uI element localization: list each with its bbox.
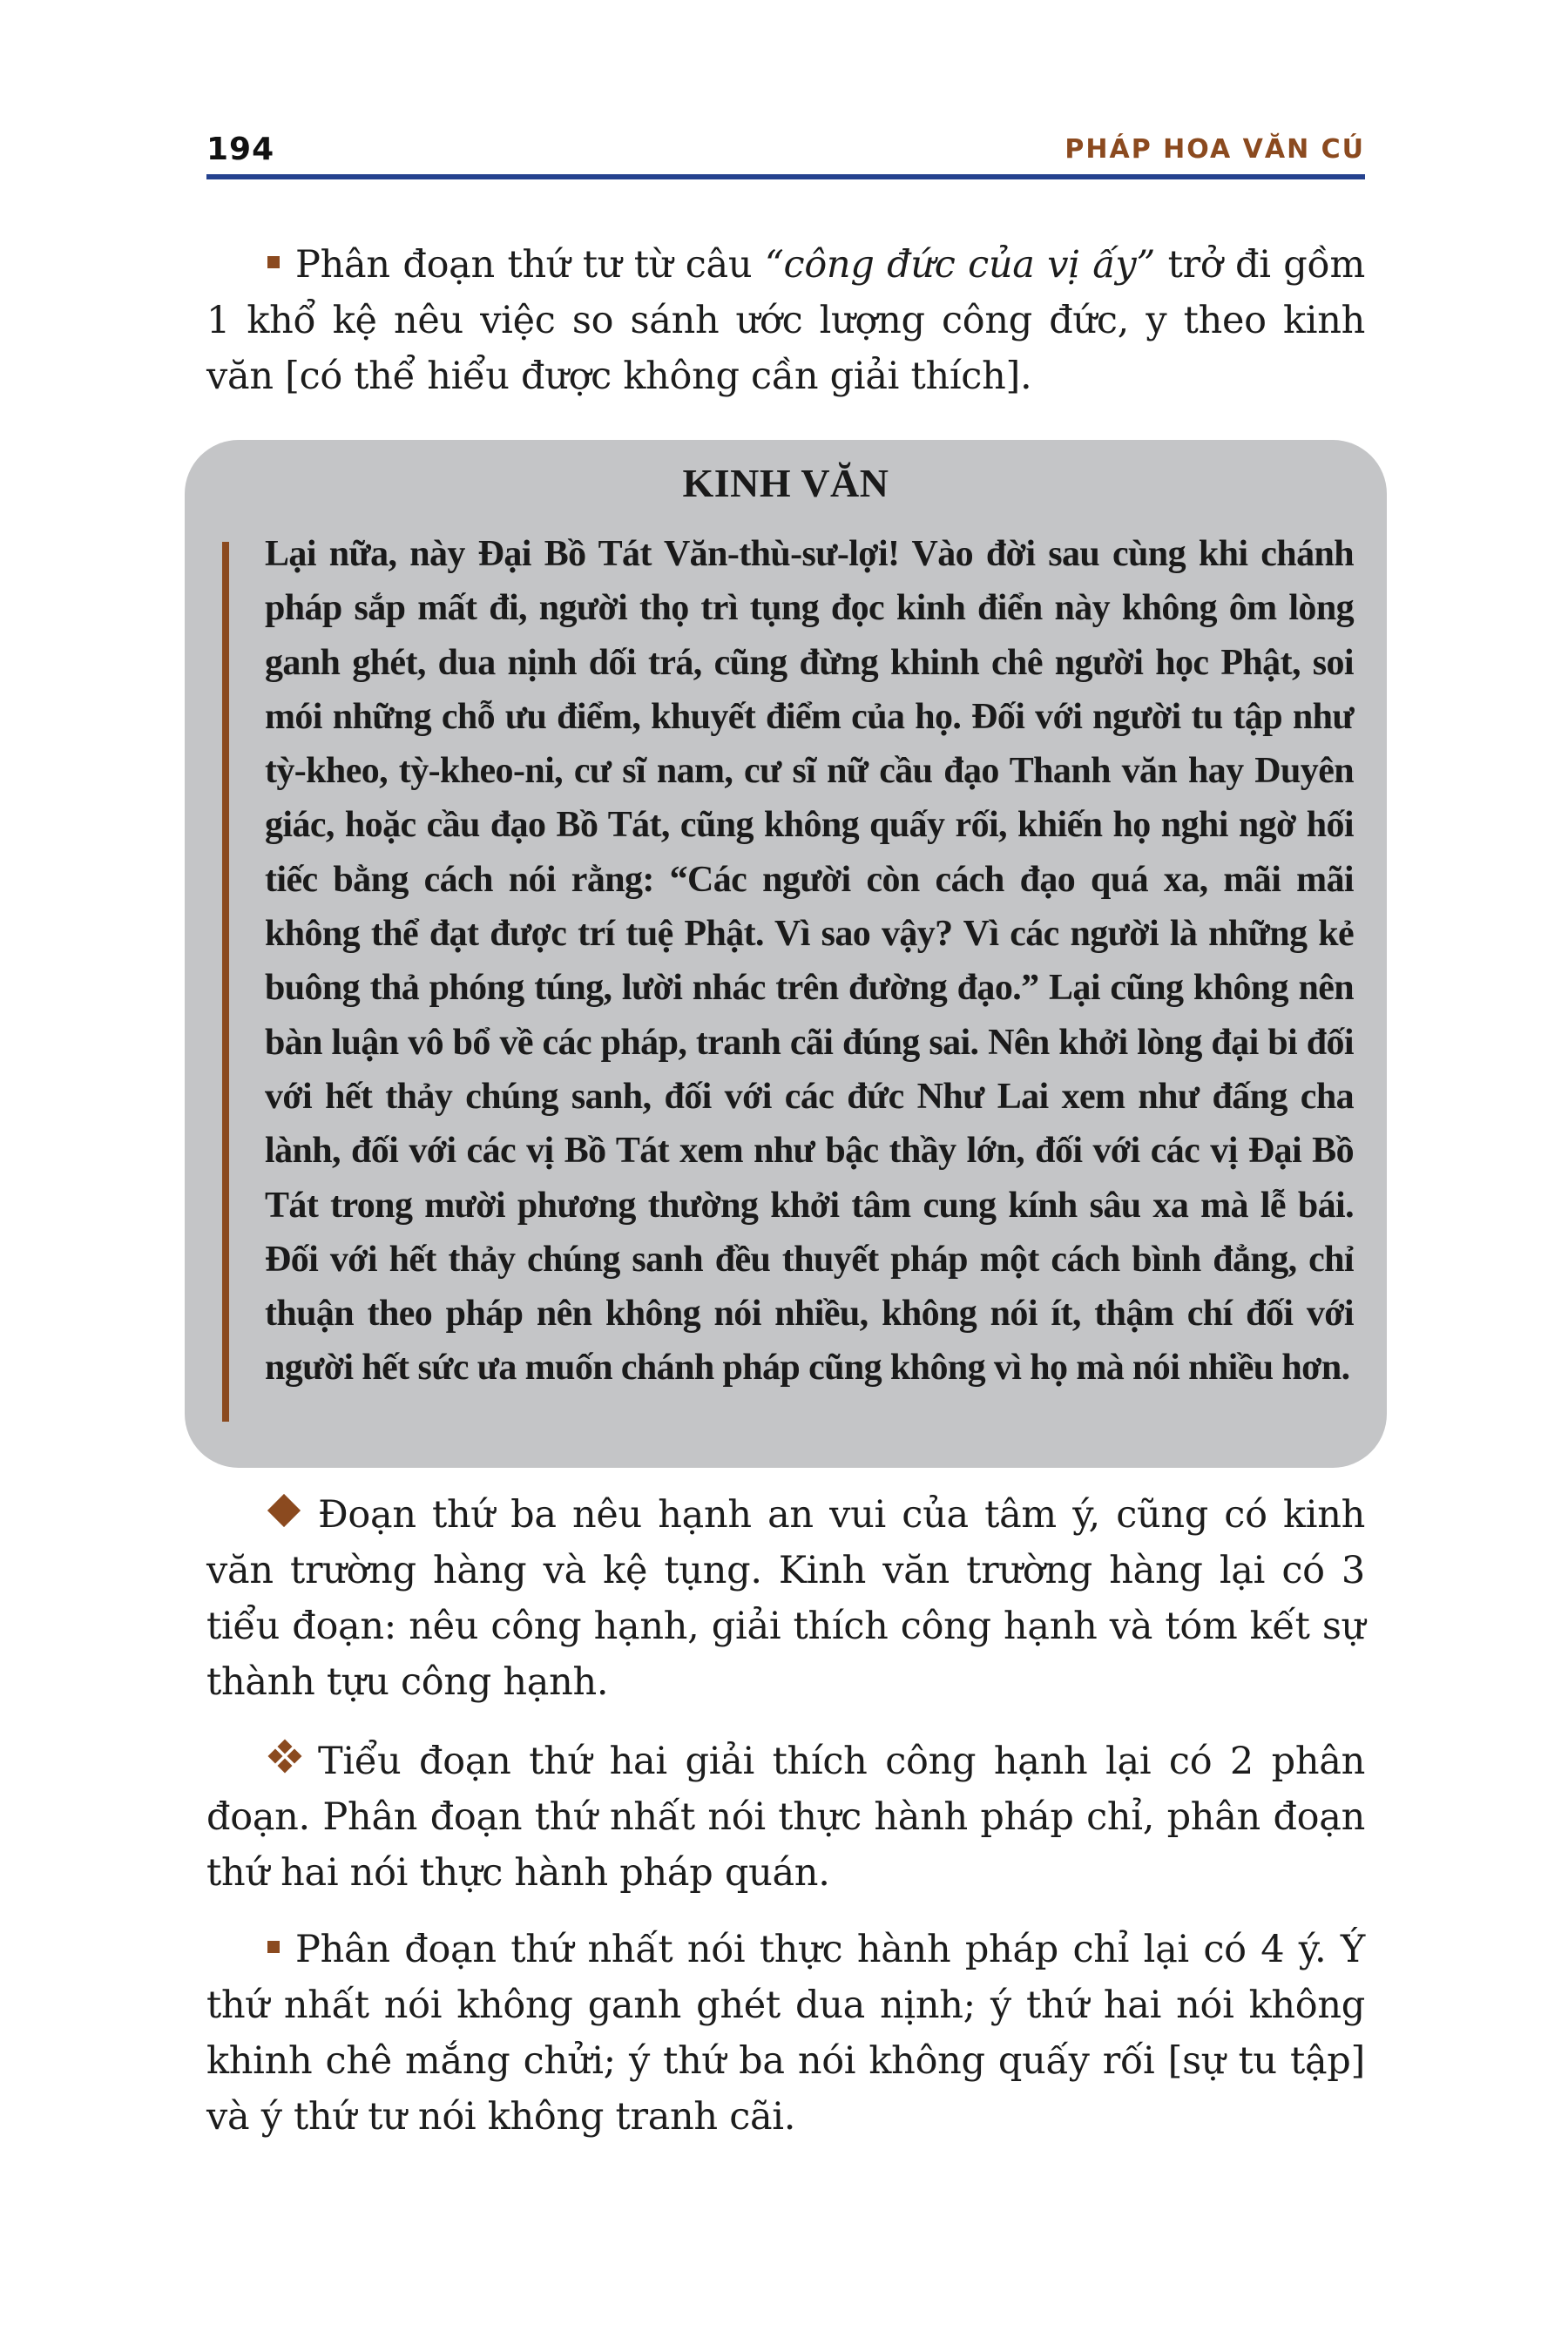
square-bullet-icon — [267, 256, 280, 268]
square-bullet-icon — [267, 1941, 280, 1953]
sutra-title: KINH VĂN — [682, 461, 889, 505]
paragraph-text: trở đi gồm 1 khổ kệ nêu việc so sánh ước lượng công đức, y theo kinh văn [có thể hiểu được không cần giải thích]. — [206, 243, 1365, 398]
paragraph-text: Phân đoạn thứ tư từ câu — [295, 243, 765, 287]
paragraph-section-3 — [206, 1487, 1365, 1710]
header-rule — [206, 174, 1365, 179]
four-diamond-bullet-icon — [267, 1740, 302, 1774]
paragraph-subsection-4 — [206, 237, 1365, 404]
sutra-accent-bar — [222, 542, 229, 1422]
running-head — [206, 127, 1365, 172]
sutra-body: Lại nữa, này Đại Bồ Tát Văn-thù-sư-lợi! Vào đời sau cùng khi chánh pháp sắp mất đi, người thọ trì tụng đọc kinh điển này không ôm lòng ganh ghét, dua nịnh dối trá, cũng đừng khinh chê người học Phật, soi mói những chỗ ưu điểm, khuyết điểm của họ. Đối với người tu tập như tỳ-kheo, tỳ-kheo-ni, cư sĩ nam, cư sĩ nữ cầu đạo Thanh văn hay Duyên giác, hoặc cầu đạo Bồ Tát, cũng không quấy rối, khiến họ nghi ngờ hối tiếc bằng cách nói rằng: “Các người còn cách đạo quá xa, mãi mãi không thể đạt được trí tuệ Phật. Vì sao vậy? Vì các người là những kẻ buông thả phóng túng, lười nhác trên đường đạo.” Lại cũng không nên bàn luận vô bổ về các pháp, tranh cãi đúng sai. Nên khởi lòng đại bi đối với hết thảy chúng sanh, đối với các đức Như Lai xem như đấng cha lành, đối với các vị Bồ Tát xem như bậc thầy lớn, đối với các vị Đại Bồ Tát trong mười phương thường khởi tâm cung kính sâu xa mà lễ bái. Đối với hết thảy chúng sanh đều thuyết pháp một cách bình đẳng, chỉ thuận theo pháp nên không nói nhiều, không nói ít, thậm chí đối với người hết sức ưa muốn chánh pháp cũng không vì họ mà nói nhiều hơn. — [265, 534, 1354, 1389]
paragraph-text: Phân đoạn thứ nhất nói thực hành pháp chỉ lại có 4 ý. Ý thứ nhất nói không ganh ghét dua nịnh; ý thứ hai nói không khinh chê mắng chửi; ý thứ ba nói không quấy rối [sự tu tập] và ý thứ tư nói không tranh cãi. — [206, 1928, 1365, 2139]
paragraph-text: Đoạn thứ ba nêu hạnh an vui của tâm ý, cũng có kinh văn trường hàng và kệ tụng. Kinh văn trường hàng lại có 3 tiểu đoạn: nêu công hạnh, giải thích công hạnh và tóm kết sự thành tựu công hạnh. — [206, 1493, 1365, 1704]
paragraph-part-1 — [206, 1922, 1365, 2145]
quoted-phrase: “công đức của vị ấy” — [764, 243, 1155, 287]
sutra-text-box — [185, 440, 1387, 1468]
diamond-bullet-icon — [267, 1494, 301, 1527]
paragraph-text: Tiểu đoạn thứ hai giải thích công hạnh lại có 2 phân đoạn. Phân đoạn thứ nhất nói thực hành pháp chỉ, phân đoạn thứ hai nói thực hành pháp quán. — [206, 1740, 1365, 1895]
page-number: 194 — [206, 132, 275, 167]
paragraph-subsection-2 — [206, 1734, 1365, 1901]
book-title: PHÁP HOA VĂN CÚ — [1064, 134, 1365, 165]
